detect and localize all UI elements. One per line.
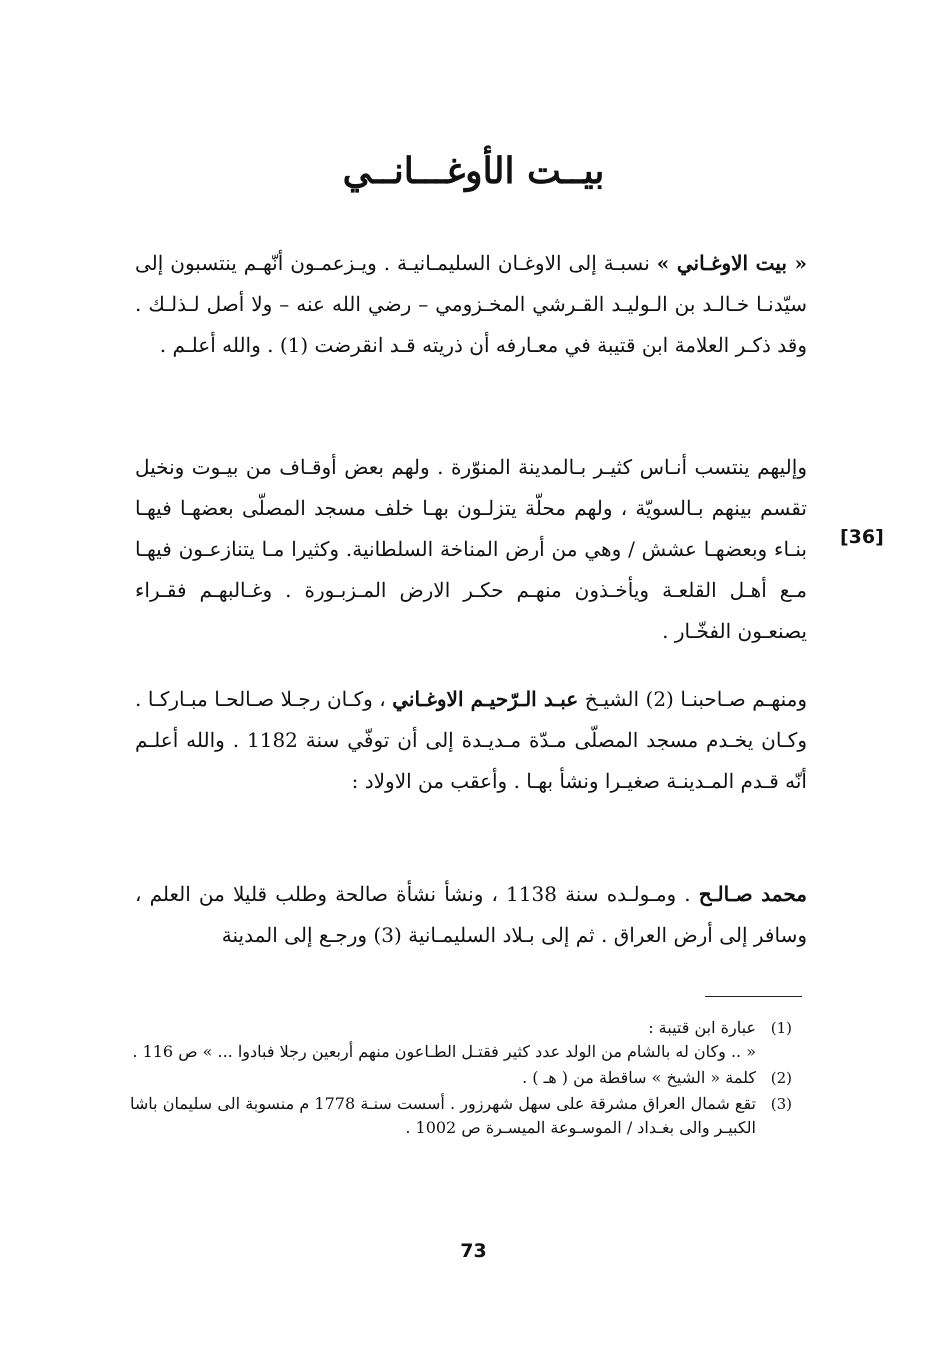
footnote-1-line-1: عبارة ابن قتيبة :: [648, 1018, 756, 1037]
footnote-3: [130, 1092, 792, 1140]
paragraph-3: [135, 679, 807, 802]
footnote-2-body: [130, 1066, 756, 1090]
footnote-1: [130, 1016, 792, 1064]
footnote-1-number: (1): [770, 1019, 792, 1037]
footnote-2-line-1: كلمة « الشيخ » ساقطة من ( هـ ) .: [522, 1068, 756, 1087]
footnote-1-line-2: « .. وكان له بالشام من الولد عدد كثير فقتـل الطـاعون منهم أربعين رجلا فبادوا ... » ص 116 .: [132, 1042, 756, 1061]
paragraph-3-bold-name: عبـد الـرّحيـم الاوغـاني: [392, 687, 579, 711]
paragraph-4-lead-bold: محمد صـالـح: [698, 882, 807, 906]
paragraph-2: [135, 447, 807, 652]
page-number: 73: [460, 1240, 487, 1262]
paragraph-3-lead: ومنهـم صـاحبنـا (2) الشيـخ: [578, 687, 807, 711]
footnote-2: [130, 1066, 792, 1090]
footnote-2-number: (2): [770, 1069, 792, 1087]
footnote-separator: [705, 996, 802, 997]
paragraph-1-text: نسبـة إلى الاوغـان السليمـانيـة . ويـزعمـون أنّهـم ينتسبون إلى سيّدنـا خـالـد بن الـوليـد القـرشي المخـزومي – رضي الله عنه – ولا أصل لـذلـك . وقد ذكـر العلامة ابن قتيبة في معـارفه أن ذريته قـد انقرضت (1) . والله أعلـم .: [135, 251, 807, 357]
footnote-3-body: [130, 1092, 756, 1140]
footnote-1-body: [130, 1016, 756, 1064]
paragraph-1: [135, 243, 807, 366]
footnote-3-line-1: تقع شمال العراق مشرقة على سهل شهرزور . أسست سنـة 1778 م منسوبة الى سليمان باشا الكبيـر والى بغـداد / الموسـوعة الميسـرة ص 1002 .: [130, 1094, 756, 1137]
paragraph-4: [135, 874, 807, 956]
footnote-3-number: (3): [770, 1095, 792, 1113]
paragraph-1-lead-bold: « بيت الاوغـاني »: [656, 251, 807, 275]
paragraph-4-text: . ومـولـده سنة 1138 ، ونشأ نشأة صالحة وطلب قليلا من العلم ، وسافر إلى أرض العراق . ثم إلى بـلاد السليمـانية (3) ورجـع إلى المدينة: [135, 882, 807, 947]
footnotes: [130, 1016, 792, 1142]
paragraph-3-text: ، وكـان رجـلا صـالحـا مبـاركـا . وكـان يخـدم مسجد المصلّى مـدّة مـديـدة إلى أن توفّي سنة 1182 . والله أعلـم أنّه قـدم المـدينـة صغيـرا ونشأ بهـا . وأعقب من الاولاد :: [135, 687, 807, 793]
paragraph-2-text: وإليهم ينتسب أنـاس كثيـر بـالمدينة المنوّرة . ولهم بعض أوقـاف من بيـوت ونخيل تقسم بينهم بـالسويّة ، ولهم محلّة يتزلـون بهـا خلف مسجد المصلّى بعضهـا فيهـا بنـاء وبعضهـا عشش / وهي من أرض المناخة السلطانية. وكثيرا مـا يتنازعـون فيهـا مـع أهـل القلعـة ويأخـذون منهـم حكـر الارض المـزبـورة . وغـالبهـم فقـراء يصنعـون الفخّـار .: [135, 455, 808, 643]
page-title: بيــت الأوغـــانــي: [342, 150, 605, 192]
margin-reference: [36]: [840, 526, 884, 548]
